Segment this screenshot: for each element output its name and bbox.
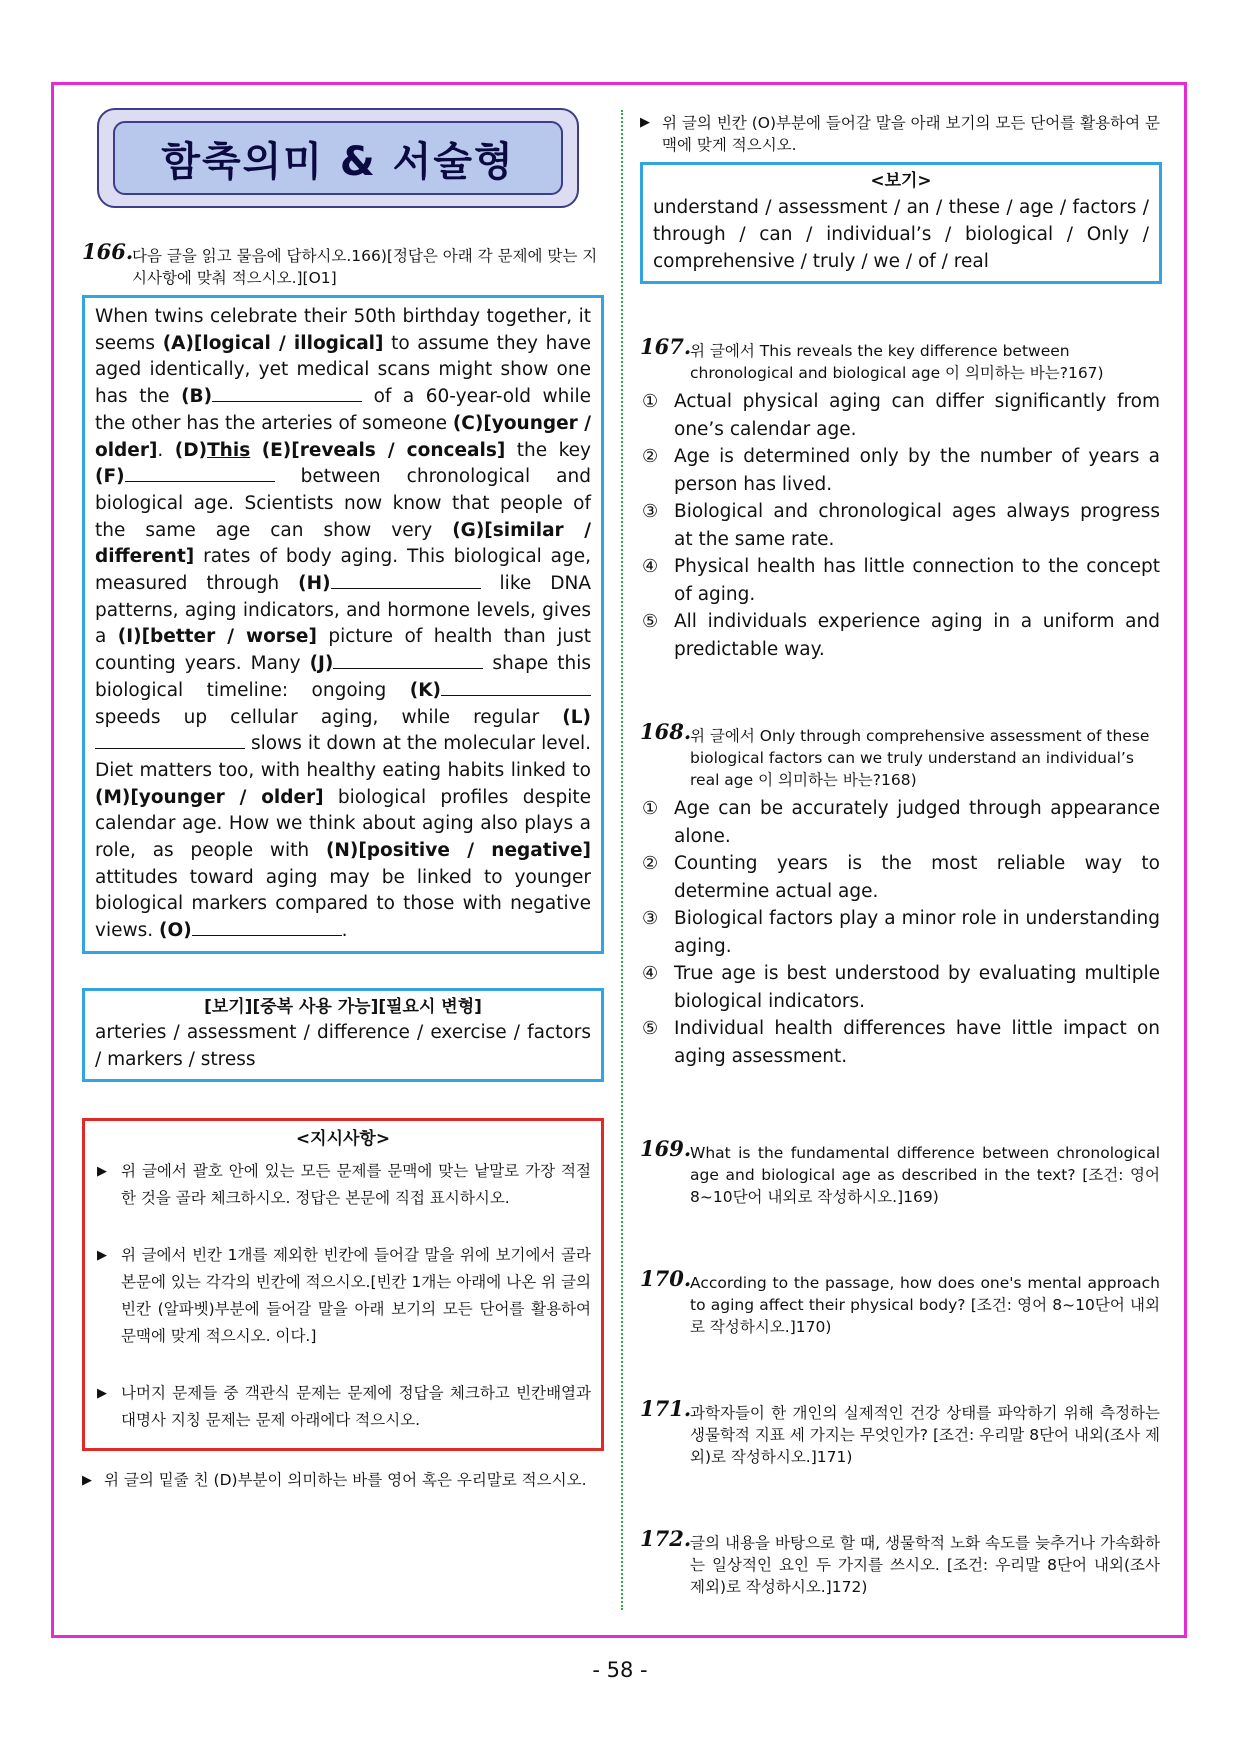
- answer-option[interactable]: ② Counting years is the most reliable way to determine actual age.: [642, 853, 1160, 902]
- passage-text: attitudes toward aging may be linked to younger biological markers compared to those with negative views.: [95, 866, 591, 942]
- instruction-item: ▶ 위 글에서 빈칸 1개를 제외한 빈칸에 들어갈 말을 위에 보기에서 골라 본문에 있는 각각의 빈칸에 적으시오.[빈칸 1개는 아래에 나온 위 글의 빈칸 (알파벳)부분에 들어갈 말을 아래 보기의 모든 단어를 활용하여 문맥에 맞게 적으시오. 이다.]: [95, 1242, 591, 1350]
- answer-option[interactable]: ② Age is determined only by the number of years a person has lived.: [642, 446, 1160, 495]
- triangle-bullet-icon: ▶: [97, 1164, 107, 1180]
- answer-option[interactable]: ⑤ All individuals experience aging in a uniform and predictable way.: [642, 611, 1160, 660]
- blank-L[interactable]: [95, 731, 245, 749]
- section-title: 함축의미 & 서술형: [161, 138, 515, 185]
- blank-label-O: (O): [159, 920, 192, 942]
- blank-B[interactable]: [212, 384, 362, 402]
- answer-option[interactable]: ③ Biological factors play a minor role in understanding aging.: [642, 908, 1160, 957]
- choice-C[interactable]: (C)[younger / older]: [95, 412, 592, 461]
- o-word-bank-box: [640, 162, 1162, 284]
- choice-E[interactable]: (E)[reveals / conceals]: [261, 439, 506, 461]
- page-number: - 58 -: [592, 1658, 648, 1682]
- question-prompt: 위 글에서 Only through comprehensive assessment of these biological factors can we truly understand an individual’s real age 이 의미하는 바는?168): [690, 727, 1150, 789]
- question-number: 171.: [640, 1396, 692, 1421]
- choice-I[interactable]: (I)[better / worse]: [117, 626, 317, 648]
- question-prompt: According to the passage, how does one's mental approach to aging affect their physical body? [조건: 영어 8~10단어 내외로 작성하시오.]170): [690, 1274, 1160, 1336]
- blank-H[interactable]: [331, 571, 481, 589]
- o-blank-question: ▶ 위 글의 빈칸 (O)부분에 들어갈 말을 아래 보기의 모든 단어를 활용하여 문맥에 맞게 적으시오.: [640, 114, 1160, 154]
- question-number: 166.: [82, 239, 134, 264]
- passage-text: speeds up cellular aging, while regular: [95, 706, 563, 728]
- question-171-header: [640, 1396, 1160, 1468]
- passage-text: slows it down at the molecular level. Diet matters too, with healthy eating habits linked to: [95, 733, 591, 781]
- question-167-header: [640, 334, 1160, 384]
- blank-label-H: (H): [298, 573, 331, 595]
- triangle-bullet-icon: ▶: [82, 1473, 92, 1489]
- passage-text: picture of health than just counting years. Many: [95, 626, 591, 675]
- passage-text: .: [157, 439, 175, 461]
- right-column: [640, 112, 1160, 1598]
- passage-text: rates of body aging. This biological age, measured through: [95, 546, 591, 595]
- q167-options: [640, 388, 1160, 663]
- question-prompt: 위 글에서 This reveals the key difference between chronological and biological age 이 의미하는 바는?167): [690, 342, 1104, 382]
- triangle-bullet-icon: ▶: [97, 1386, 107, 1402]
- choice-G[interactable]: (G)[similar / different]: [95, 519, 591, 568]
- answer-option[interactable]: ④ Physical health has little connection to the concept of aging.: [642, 556, 1160, 605]
- o-word-bank-words: understand / assessment / an / these / age / factors / through / can / individual’s / biological / Only / comprehensive / truly / we / of / real: [653, 197, 1149, 272]
- passage-text: shape this biological timeline: ongoing: [95, 653, 591, 701]
- d-underline-question: ▶ 위 글의 밑줄 친 (D)부분이 의미하는 바를 영어 혹은 우리말로 적으시오.: [82, 1467, 604, 1494]
- left-column: [82, 105, 604, 1494]
- question-number: 172.: [640, 1526, 692, 1551]
- blank-label-F: (F): [95, 466, 125, 488]
- passage-text: like DNA patterns, aging indicators, and hormone levels, gives a: [95, 573, 591, 648]
- reading-passage: [82, 295, 604, 954]
- triangle-bullet-icon: ▶: [97, 1248, 107, 1264]
- question-172-header: [640, 1526, 1160, 1598]
- question-number: 168.: [640, 719, 692, 744]
- passage-text: to assume they have aged identically, yet medical scans might show one has the: [95, 332, 591, 408]
- instruction-item: ▶ 위 글에서 괄호 안에 있는 모든 문제를 문맥에 맞는 낱말로 가장 적절한 것을 골라 체크하시오. 정답은 본문에 직접 표시하시오.: [95, 1158, 591, 1212]
- blank-O[interactable]: [192, 918, 342, 936]
- o-word-bank-title: <보기>: [870, 171, 932, 191]
- choice-N[interactable]: (N)[positive / negative]: [325, 840, 591, 862]
- blank-label-K: (K): [409, 679, 441, 701]
- instruction-item: ▶ 나머지 문제들 중 객관식 문제는 문제에 정답을 체크하고 빈칸배열과 대명사 지칭 문제는 문제 아래에다 적으시오.: [95, 1380, 591, 1434]
- underlined-D: This: [207, 439, 251, 461]
- blank-label-L: (L): [562, 706, 591, 728]
- passage-text: biological profiles despite calendar age. How we think about aging also plays a role, as people with: [95, 786, 591, 862]
- word-bank-box: [82, 988, 604, 1082]
- passage-text: of a 60-year-old while the other has the arteries of someone: [95, 386, 591, 434]
- passage-text: .: [341, 920, 348, 942]
- question-number: 170.: [640, 1266, 692, 1291]
- question-number: 167.: [640, 334, 692, 359]
- word-bank-title: [보기][중복 사용 가능][필요시 변형]: [204, 996, 482, 1017]
- answer-option[interactable]: ① Age can be accurately judged through appearance alone.: [642, 798, 1160, 847]
- blank-label-J: (J): [309, 653, 334, 675]
- answer-option[interactable]: ① Actual physical aging can differ significantly from one’s calendar age.: [642, 391, 1160, 440]
- question-169-header: [640, 1136, 1160, 1208]
- blank-label-B: (B): [181, 386, 213, 408]
- blank-F[interactable]: [125, 464, 275, 482]
- passage-text: the key: [505, 439, 591, 461]
- choice-A[interactable]: (A)[logical / illogical]: [162, 332, 384, 354]
- instructions-box: [82, 1118, 604, 1451]
- question-168-header: [640, 719, 1160, 791]
- question-prompt: 과학자들이 한 개인의 실제적인 건강 상태를 파악하기 위해 측정하는 생물학적 지표 세 가지는 무엇인가? [조건: 우리말 8단어 내외(조사 제외)로 작성하시오.]171): [690, 1404, 1160, 1466]
- passage-text: between chronological and biological age. Scientists now know that people of the same age can show very: [95, 466, 591, 541]
- question-170-header: [640, 1266, 1160, 1338]
- question-number: 169.: [640, 1136, 692, 1161]
- word-bank-words: arteries / assessment / difference / exercise / factors / markers / stress: [95, 1021, 591, 1070]
- question-prompt: What is the fundamental difference between chronological age and biological age as described in the text? [조건: 영어 8~10단어 내외로 작성하시오.]169): [690, 1144, 1160, 1206]
- passage-text: When twins celebrate their 50th birthday together, it seems: [95, 306, 591, 354]
- column-divider: [621, 110, 623, 1610]
- choice-M[interactable]: (M)[younger / older]: [95, 786, 324, 808]
- question-prompt: 글의 내용을 바탕으로 할 때, 생물학적 노화 속도를 늦추거나 가속화하는 일상적인 요인 두 가지를 쓰시오. [조건: 우리말 8단어 내외(조사 제외)로 작성하시오.]172): [690, 1534, 1160, 1596]
- blank-K[interactable]: [441, 678, 591, 696]
- triangle-bullet-icon: ▶: [640, 115, 650, 130]
- question-166-header: [82, 239, 604, 289]
- answer-option[interactable]: ③ Biological and chronological ages always progress at the same rate.: [642, 501, 1160, 550]
- blank-J[interactable]: [333, 651, 483, 669]
- answer-option[interactable]: ④ True age is best understood by evaluating multiple biological indicators.: [642, 963, 1160, 1012]
- q168-options: [640, 795, 1160, 1070]
- instructions-title: <지시사항>: [295, 1129, 391, 1150]
- answer-option[interactable]: ⑤ Individual health differences have little impact on aging assessment.: [642, 1018, 1160, 1067]
- question-prompt: 다음 글을 읽고 물음에 답하시오.166)[정답은 아래 각 문제에 맞는 지시사항에 맞춰 적으시오.][O1]: [132, 247, 598, 287]
- passage-text: [250, 440, 261, 461]
- label-D: (D): [174, 439, 208, 461]
